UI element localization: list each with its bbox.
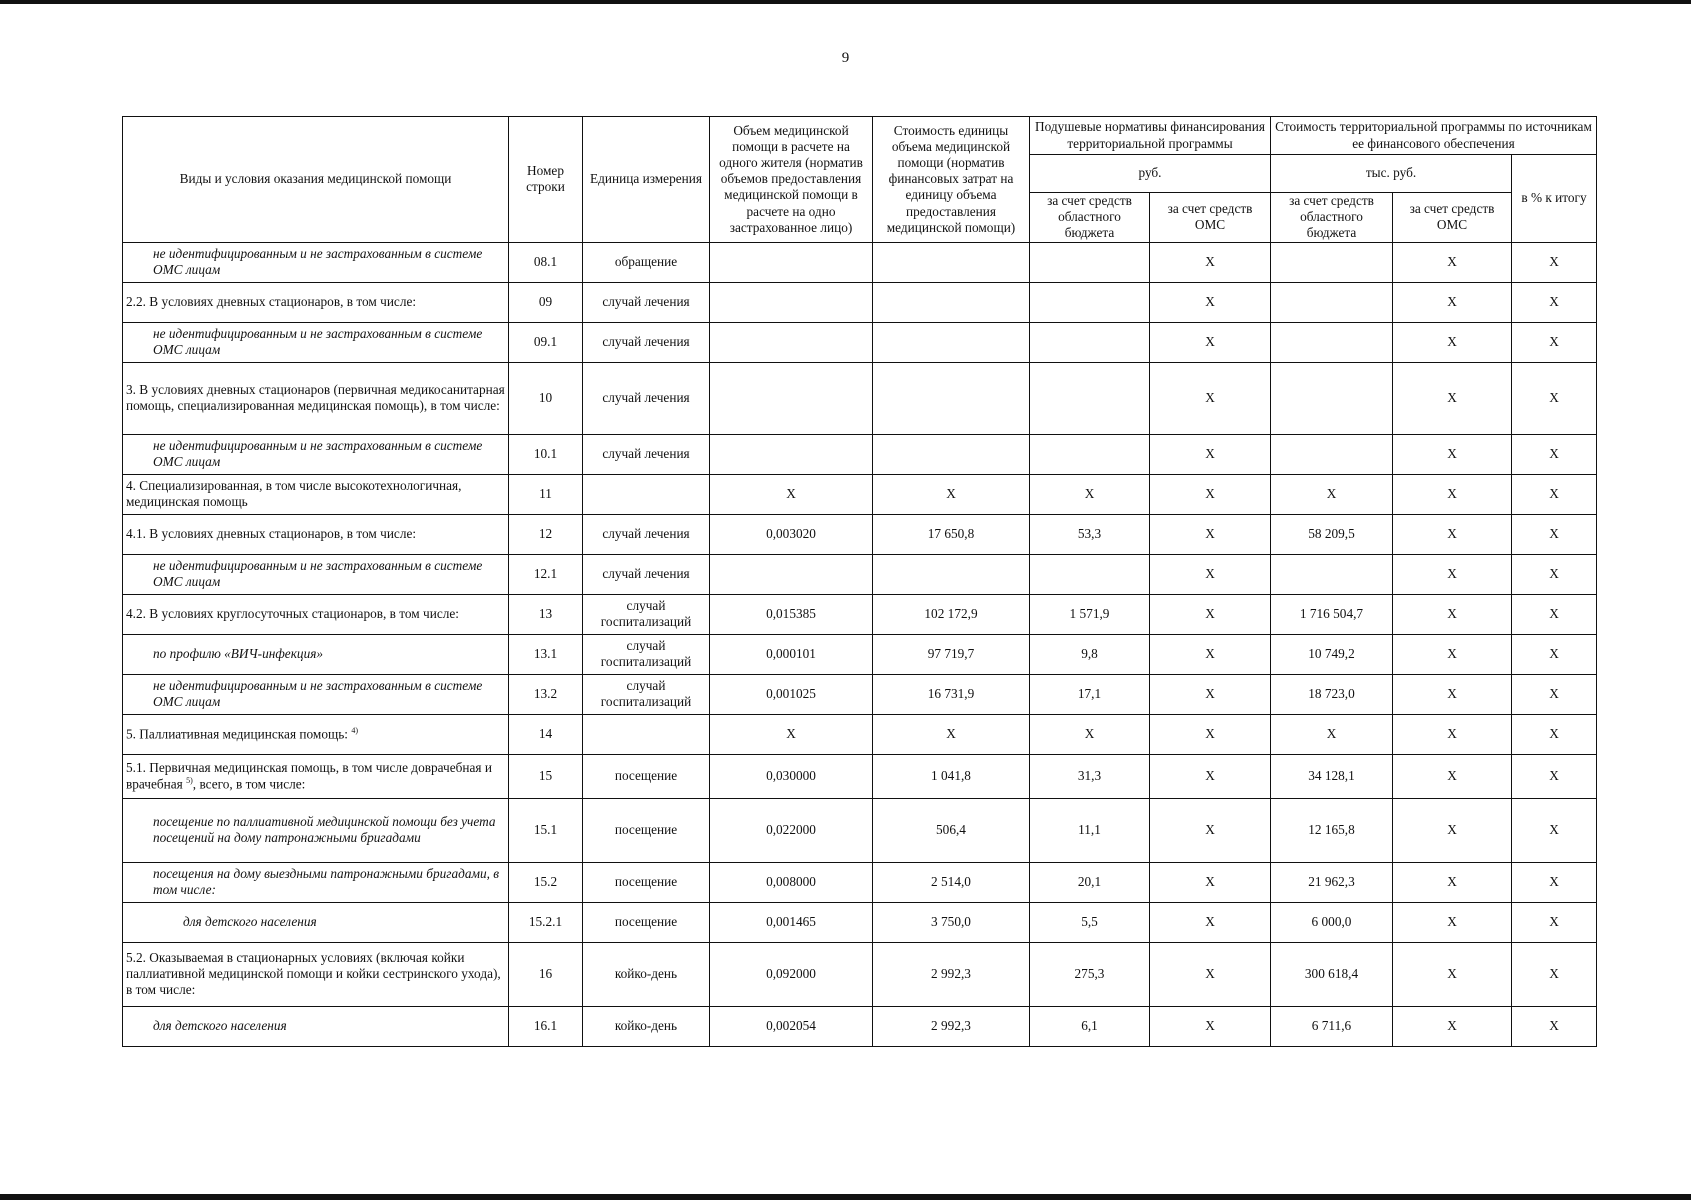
row-percent: X: [1512, 714, 1597, 754]
row-name: не идентифицированным и не застрахованным в системе ОМС лицам: [123, 242, 509, 282]
row-volume: 0,001465: [710, 902, 873, 942]
table-row: [123, 282, 1597, 322]
row-unit: посещение: [583, 862, 710, 902]
row-volume: [710, 434, 873, 474]
row-pc-budget: [1030, 242, 1150, 282]
row-number: 15: [509, 754, 583, 798]
row-tp-budget: [1271, 322, 1393, 362]
row-pc-oms: X: [1150, 362, 1271, 434]
row-percent: X: [1512, 322, 1597, 362]
row-name: 2.2. В условиях дневных стационаров, в том числе:: [123, 282, 509, 322]
row-tp-oms: X: [1393, 594, 1512, 634]
row-cost: X: [873, 714, 1030, 754]
header-volume: Объем медицинской помощи в расчете на одного жителя (норматив объемов предоставления медицинской помощи в расчете на одно застрахованное лицо): [710, 117, 873, 243]
row-pc-oms: X: [1150, 322, 1271, 362]
footnote-marker: 5): [186, 775, 193, 785]
row-percent: X: [1512, 634, 1597, 674]
page-number: 9: [841, 50, 850, 66]
row-tp-budget: 34 128,1: [1271, 754, 1393, 798]
row-number: 16: [509, 942, 583, 1006]
row-cost: 2 992,3: [873, 942, 1030, 1006]
row-cost: 1 041,8: [873, 754, 1030, 798]
row-pc-oms: X: [1150, 754, 1271, 798]
header-row-number: Номер строки: [509, 117, 583, 243]
table-row: [123, 798, 1597, 862]
row-tp-budget: X: [1271, 474, 1393, 514]
bottom-border: [0, 1194, 1691, 1200]
row-number: 14: [509, 714, 583, 754]
row-unit: [583, 714, 710, 754]
row-name-tail: , всего, в том числе:: [192, 776, 306, 792]
row-tp-budget: 300 618,4: [1271, 942, 1393, 1006]
row-pc-budget: 9,8: [1030, 634, 1150, 674]
row-cost: [873, 282, 1030, 322]
row-unit: случай лечения: [583, 554, 710, 594]
row-tp-budget: [1271, 282, 1393, 322]
header-cost-group: Стоимость территориальной программы по источникам ее финансового обеспечения: [1271, 117, 1597, 155]
header-cost-unit: тыс. руб.: [1271, 155, 1512, 193]
row-number: 12: [509, 514, 583, 554]
row-tp-oms: X: [1393, 282, 1512, 322]
table-row: [123, 862, 1597, 902]
table-row: [123, 634, 1597, 674]
header-unit: Единица измерения: [583, 117, 710, 243]
row-percent: X: [1512, 242, 1597, 282]
row-pc-budget: 1 571,9: [1030, 594, 1150, 634]
row-number: 09.1: [509, 322, 583, 362]
row-cost: 17 650,8: [873, 514, 1030, 554]
row-name-text: 5. Паллиативная медицинская помощь:: [126, 726, 348, 742]
row-unit: койко-день: [583, 1006, 710, 1046]
row-tp-oms: X: [1393, 714, 1512, 754]
row-pc-oms: X: [1150, 674, 1271, 714]
row-pc-budget: 6,1: [1030, 1006, 1150, 1046]
row-name: 4.2. В условиях круглосуточных стационаров, в том числе:: [123, 594, 509, 634]
row-cost: 506,4: [873, 798, 1030, 862]
table-row: [123, 474, 1597, 514]
row-name: посещения на дому выездными патронажными бригадами, в том числе:: [123, 862, 509, 902]
table-row: [123, 754, 1597, 798]
table-row: [123, 714, 1597, 754]
row-tp-budget: 10 749,2: [1271, 634, 1393, 674]
top-border: [0, 0, 1691, 4]
row-unit: случай госпитализаций: [583, 594, 710, 634]
row-name: не идентифицированным и не застрахованным в системе ОМС лицам: [123, 322, 509, 362]
row-percent: X: [1512, 902, 1597, 942]
table-row: [123, 902, 1597, 942]
row-volume: 0,003020: [710, 514, 873, 554]
header-per-capita-group: Подушевые нормативы финансирования территориальной программы: [1030, 117, 1271, 155]
row-pc-oms: X: [1150, 1006, 1271, 1046]
table-row: [123, 674, 1597, 714]
row-tp-oms: X: [1393, 754, 1512, 798]
row-pc-oms: X: [1150, 714, 1271, 754]
row-name: для детского населения: [123, 902, 509, 942]
row-pc-oms: X: [1150, 942, 1271, 1006]
row-tp-budget: 6 711,6: [1271, 1006, 1393, 1046]
footnote-marker: 4): [351, 725, 358, 735]
row-number: 15.1: [509, 798, 583, 862]
row-percent: X: [1512, 942, 1597, 1006]
row-unit: случай госпитализаций: [583, 674, 710, 714]
header-unit-cost: Стоимость единицы объема медицинской помощи (норматив финансовых затрат на единицу объема предоставления медицинской помощи): [873, 117, 1030, 243]
row-pc-oms: X: [1150, 434, 1271, 474]
row-cost: 97 719,7: [873, 634, 1030, 674]
table-row: [123, 594, 1597, 634]
row-pc-oms: X: [1150, 242, 1271, 282]
row-number: 08.1: [509, 242, 583, 282]
row-cost: 2 992,3: [873, 1006, 1030, 1046]
row-tp-budget: 6 000,0: [1271, 902, 1393, 942]
medical-care-cost-table: [122, 116, 1597, 1047]
row-percent: X: [1512, 862, 1597, 902]
row-unit: случай лечения: [583, 514, 710, 554]
row-unit: случай госпитализаций: [583, 634, 710, 674]
row-tp-oms: X: [1393, 554, 1512, 594]
row-tp-oms: X: [1393, 634, 1512, 674]
row-cost: [873, 434, 1030, 474]
row-cost: X: [873, 474, 1030, 514]
row-unit: обращение: [583, 242, 710, 282]
row-pc-oms: X: [1150, 634, 1271, 674]
table-row: [123, 554, 1597, 594]
row-pc-oms: X: [1150, 514, 1271, 554]
header-tp-regional-budget: за счет средств областного бюджета: [1271, 193, 1393, 243]
table-row: [123, 434, 1597, 474]
row-tp-oms: X: [1393, 474, 1512, 514]
row-unit: [583, 474, 710, 514]
header-type: Виды и условия оказания медицинской помощи: [123, 117, 509, 243]
row-percent: X: [1512, 362, 1597, 434]
row-tp-oms: X: [1393, 362, 1512, 434]
row-percent: X: [1512, 1006, 1597, 1046]
row-volume: X: [710, 474, 873, 514]
row-pc-oms: X: [1150, 798, 1271, 862]
row-volume: 0,030000: [710, 754, 873, 798]
row-pc-budget: [1030, 434, 1150, 474]
row-volume: 0,015385: [710, 594, 873, 634]
row-cost: 3 750,0: [873, 902, 1030, 942]
row-pc-oms: X: [1150, 554, 1271, 594]
row-volume: [710, 282, 873, 322]
table-row: [123, 1006, 1597, 1046]
row-tp-budget: 18 723,0: [1271, 674, 1393, 714]
row-name: не идентифицированным и не застрахованным в системе ОМС лицам: [123, 434, 509, 474]
row-pc-budget: 20,1: [1030, 862, 1150, 902]
table-row: [123, 362, 1597, 434]
row-volume: [710, 322, 873, 362]
row-pc-budget: 275,3: [1030, 942, 1150, 1006]
row-pc-budget: 53,3: [1030, 514, 1150, 554]
row-name: посещение по паллиативной медицинской помощи без учета посещений на дому патронажными бригадами: [123, 798, 509, 862]
row-name: не идентифицированным и не застрахованным в системе ОМС лицам: [123, 674, 509, 714]
row-tp-oms: X: [1393, 1006, 1512, 1046]
row-unit: случай лечения: [583, 322, 710, 362]
row-volume: 0,022000: [710, 798, 873, 862]
row-tp-budget: 21 962,3: [1271, 862, 1393, 902]
row-volume: 0,000101: [710, 634, 873, 674]
row-volume: 0,008000: [710, 862, 873, 902]
row-unit: койко-день: [583, 942, 710, 1006]
row-tp-oms: X: [1393, 514, 1512, 554]
row-pc-oms: X: [1150, 902, 1271, 942]
row-number: 16.1: [509, 1006, 583, 1046]
row-name: по профилю «ВИЧ-инфекция»: [123, 634, 509, 674]
row-unit: посещение: [583, 902, 710, 942]
table-row: [123, 242, 1597, 282]
row-tp-budget: 1 716 504,7: [1271, 594, 1393, 634]
row-volume: 0,002054: [710, 1006, 873, 1046]
header-pc-oms: за счет средств ОМС: [1150, 193, 1271, 243]
row-tp-oms: X: [1393, 862, 1512, 902]
row-volume: X: [710, 714, 873, 754]
row-number: 12.1: [509, 554, 583, 594]
row-pc-oms: X: [1150, 474, 1271, 514]
row-percent: X: [1512, 674, 1597, 714]
row-tp-oms: X: [1393, 322, 1512, 362]
header-percent-total: в % к итогу: [1512, 155, 1597, 243]
row-name-text: 5.1. Первичная медицинская помощь, в том числе доврачебная и врачебная: [126, 759, 492, 792]
row-volume: [710, 242, 873, 282]
row-tp-budget: [1271, 362, 1393, 434]
row-number: 09: [509, 282, 583, 322]
row-tp-oms: X: [1393, 674, 1512, 714]
row-pc-budget: 5,5: [1030, 902, 1150, 942]
row-name: не идентифицированным и не застрахованным в системе ОМС лицам: [123, 554, 509, 594]
row-unit: посещение: [583, 798, 710, 862]
row-name: 3. В условиях дневных стационаров (первичная медикосанитарная помощь, специализированная медицинская помощь), в том числе:: [123, 362, 509, 434]
row-pc-budget: [1030, 282, 1150, 322]
row-unit: посещение: [583, 754, 710, 798]
row-pc-budget: 11,1: [1030, 798, 1150, 862]
row-unit: случай лечения: [583, 434, 710, 474]
row-tp-budget: X: [1271, 714, 1393, 754]
row-percent: X: [1512, 282, 1597, 322]
row-percent: X: [1512, 514, 1597, 554]
row-number: 10: [509, 362, 583, 434]
row-cost: [873, 322, 1030, 362]
row-pc-budget: X: [1030, 474, 1150, 514]
row-name: 5.2. Оказываемая в стационарных условиях (включая койки паллиативной медицинской помощи и койки сестринского ухода), в том числе:: [123, 942, 509, 1006]
table-row: [123, 514, 1597, 554]
row-volume: 0,001025: [710, 674, 873, 714]
row-unit: случай лечения: [583, 282, 710, 322]
row-volume: [710, 554, 873, 594]
row-percent: X: [1512, 754, 1597, 798]
header-pc-regional-budget: за счет средств областного бюджета: [1030, 193, 1150, 243]
table-row: [123, 942, 1597, 1006]
row-cost: 102 172,9: [873, 594, 1030, 634]
row-number: 13.1: [509, 634, 583, 674]
row-tp-budget: [1271, 242, 1393, 282]
row-cost: 2 514,0: [873, 862, 1030, 902]
row-percent: X: [1512, 554, 1597, 594]
row-number: 13.2: [509, 674, 583, 714]
row-tp-oms: X: [1393, 798, 1512, 862]
row-percent: X: [1512, 434, 1597, 474]
row-percent: X: [1512, 474, 1597, 514]
row-unit: случай лечения: [583, 362, 710, 434]
row-name: 4. Специализированная, в том числе высокотехнологичная, медицинская помощь: [123, 474, 509, 514]
row-tp-budget: [1271, 434, 1393, 474]
row-pc-oms: X: [1150, 282, 1271, 322]
row-number: 15.2.1: [509, 902, 583, 942]
row-volume: [710, 362, 873, 434]
row-tp-budget: [1271, 554, 1393, 594]
row-pc-budget: [1030, 362, 1150, 434]
row-pc-oms: X: [1150, 862, 1271, 902]
row-name: 4.1. В условиях дневных стационаров, в том числе:: [123, 514, 509, 554]
row-number: 11: [509, 474, 583, 514]
row-cost: [873, 554, 1030, 594]
row-cost: 16 731,9: [873, 674, 1030, 714]
row-pc-budget: 31,3: [1030, 754, 1150, 798]
row-tp-oms: X: [1393, 902, 1512, 942]
row-volume: 0,092000: [710, 942, 873, 1006]
row-percent: X: [1512, 798, 1597, 862]
header-tp-oms: за счет средств ОМС: [1393, 193, 1512, 243]
row-pc-budget: 17,1: [1030, 674, 1150, 714]
row-number: 15.2: [509, 862, 583, 902]
row-name: [123, 754, 509, 798]
table-row: [123, 322, 1597, 362]
row-tp-oms: X: [1393, 942, 1512, 1006]
row-cost: [873, 242, 1030, 282]
row-pc-budget: [1030, 554, 1150, 594]
row-name: для детского населения: [123, 1006, 509, 1046]
row-tp-oms: X: [1393, 242, 1512, 282]
row-tp-budget: 12 165,8: [1271, 798, 1393, 862]
row-pc-budget: X: [1030, 714, 1150, 754]
row-tp-oms: X: [1393, 434, 1512, 474]
row-cost: [873, 362, 1030, 434]
row-percent: X: [1512, 594, 1597, 634]
row-number: 13: [509, 594, 583, 634]
row-name: [123, 714, 509, 754]
row-pc-oms: X: [1150, 594, 1271, 634]
row-number: 10.1: [509, 434, 583, 474]
row-tp-budget: 58 209,5: [1271, 514, 1393, 554]
header-per-capita-unit: руб.: [1030, 155, 1271, 193]
row-pc-budget: [1030, 322, 1150, 362]
